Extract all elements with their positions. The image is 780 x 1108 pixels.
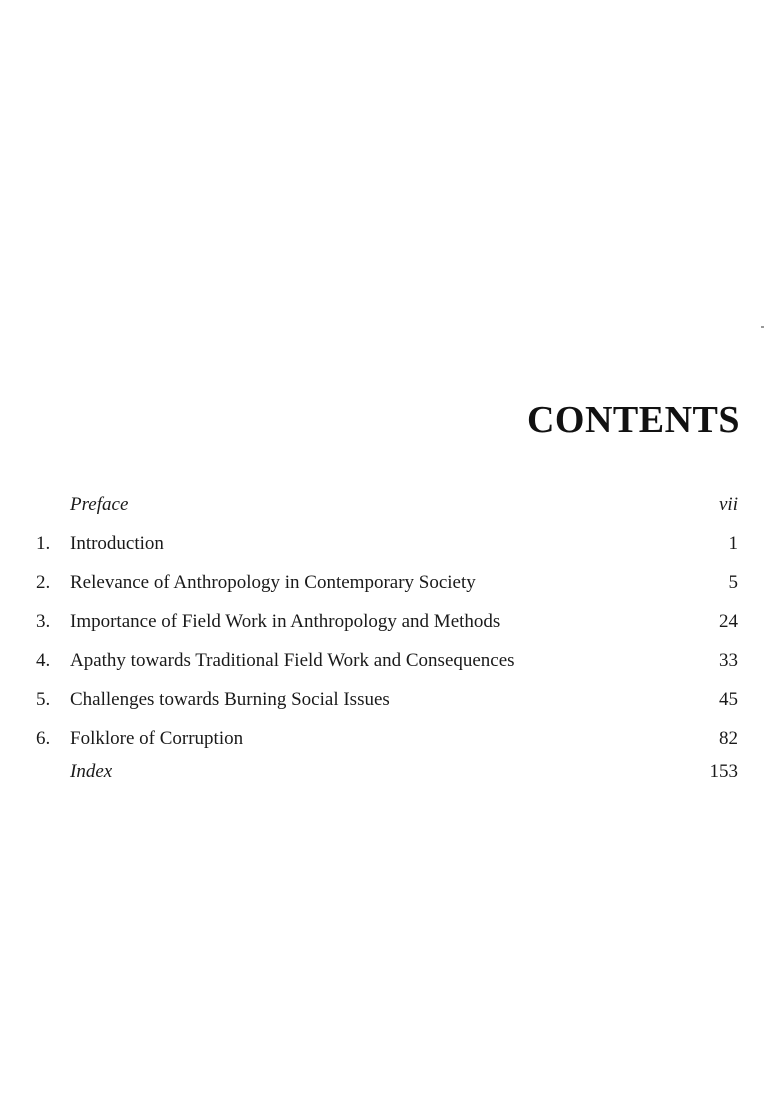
toc-entry-index (0, 757, 780, 787)
toc-entry-number: 2. (36, 572, 51, 593)
toc-entry-number: 1. (36, 533, 51, 554)
toc-entry-title: Folklore of Corruption (70, 728, 244, 749)
toc-entry-title: Apathy towards Traditional Field Work and Consequences (70, 650, 515, 671)
toc-entry-preface (0, 490, 780, 520)
toc-entry-title: Index (70, 761, 113, 782)
toc-entry-chapter-3 (0, 607, 780, 637)
stray-mark (761, 326, 764, 328)
contents-heading: CONTENTS (526, 399, 740, 441)
toc-entry-page: 45 (719, 689, 738, 710)
toc-entry-title: Challenges towards Burning Social Issues (70, 689, 390, 710)
toc-entry-page: 5 (728, 572, 738, 593)
toc-entry-chapter-2 (0, 568, 780, 598)
toc-entry-chapter-6 (0, 724, 780, 754)
toc-entry-page: 82 (719, 728, 738, 749)
toc-entry-number: 5. (36, 689, 51, 710)
toc-entry-page: 33 (719, 650, 738, 671)
toc-entry-number: 4. (36, 650, 51, 671)
toc-entry-chapter-1 (0, 529, 780, 559)
toc-entry-number: 6. (36, 728, 51, 749)
toc-entry-chapter-5 (0, 685, 780, 715)
toc-entry-title: Introduction (70, 533, 164, 554)
toc-entry-title: Preface (70, 494, 129, 515)
toc-entry-chapter-4 (0, 646, 780, 676)
toc-entry-title: Relevance of Anthropology in Contemporary Society (70, 572, 476, 593)
toc-entry-page: 1 (728, 533, 738, 554)
toc-entry-number: 3. (36, 611, 51, 632)
toc-entry-title: Importance of Field Work in Anthropology and Methods (70, 611, 501, 632)
toc-entry-page: 24 (719, 611, 738, 632)
toc-entry-page: 153 (709, 761, 738, 782)
toc-entry-page: vii (719, 494, 738, 515)
